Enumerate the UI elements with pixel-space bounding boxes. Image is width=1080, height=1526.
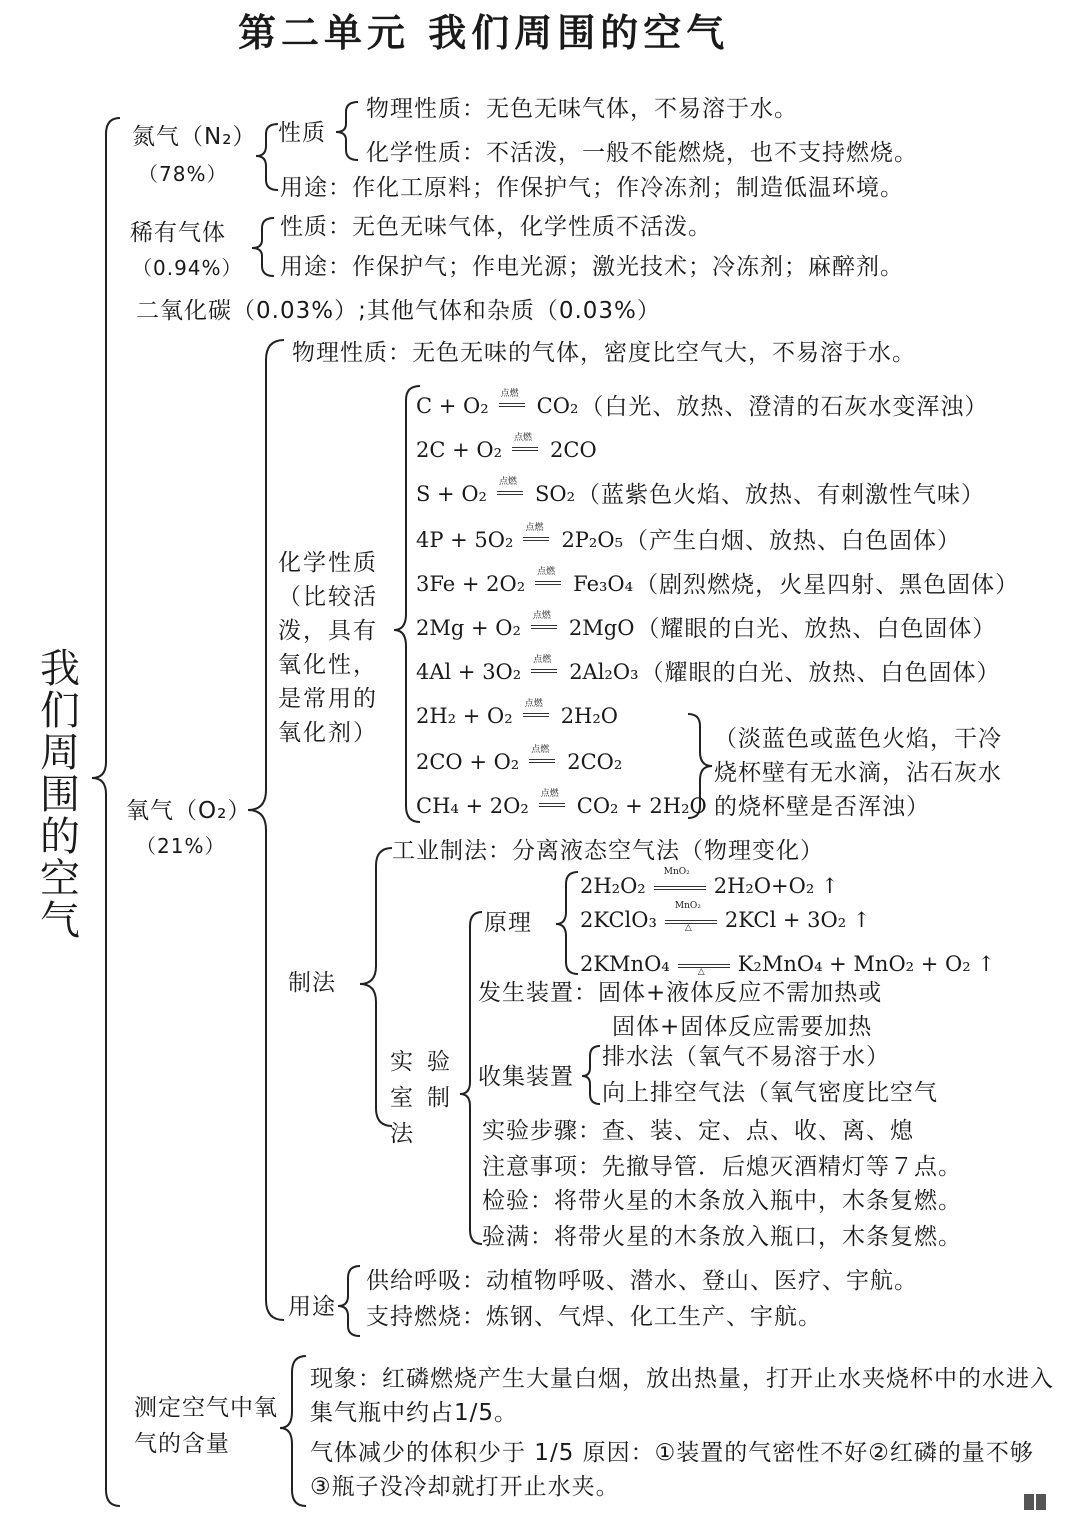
reaction-arrow <box>499 403 525 407</box>
oxygen-bracket <box>248 340 284 1320</box>
reaction-arrow <box>529 759 555 763</box>
oxygen-chem-label: 化学性质（比较活泼，具有氧化性，是常用的氧化剂） <box>278 550 378 746</box>
reaction-lhs: 2C + O₂ <box>416 438 503 462</box>
root-label: 我们周围的空气 <box>40 646 80 944</box>
reaction-arrow <box>512 447 538 451</box>
principle-label: 原理 <box>484 910 532 936</box>
co2-line: 二氧化碳（0.03%）;其他气体和杂质（0.03%） <box>136 298 661 324</box>
collect-label: 收集装置 <box>478 1064 574 1090</box>
reaction-lhs: 2H₂ + O₂ <box>416 704 513 728</box>
principle-arrow <box>665 920 717 924</box>
reaction-rhs: 2CO <box>550 438 597 462</box>
reaction-note: （蓝紫色火焰、放热、有刺激性气味） <box>577 482 985 508</box>
reaction-arrow <box>535 581 561 585</box>
collect-bracket <box>582 1046 600 1104</box>
nitrogen-bracket <box>256 124 278 190</box>
collect-air: 向上排空气法（氧气密度比空气 <box>602 1080 938 1106</box>
reaction-condition: 点燃 <box>525 523 544 533</box>
principle-catalyst: MnO₂ <box>674 901 701 911</box>
measure-label: 测定空气中氧气的含量 <box>134 1395 278 1457</box>
reaction-rhs: 2Al₂O₃ <box>569 660 639 684</box>
lab-method-label: 实验室制法 <box>390 1049 464 1147</box>
reaction-rhs: CO₂ <box>536 394 579 418</box>
principle-heat: △ <box>684 923 692 933</box>
lab-test: 检验：将带火星的木条放入瓶中，木条复燃。 <box>482 1188 962 1214</box>
uses-bracket <box>338 1266 360 1336</box>
principle-arrow <box>654 886 706 890</box>
reaction-rhs: 2P₂O₅ <box>561 528 623 552</box>
principle-arrow <box>678 964 730 968</box>
reaction-note: （产生白烟、放热、白色固体） <box>624 528 961 554</box>
principle-lhs: 2H₂O₂ <box>580 874 646 898</box>
reaction-arrow <box>523 713 549 717</box>
prep-label: 制法 <box>288 970 336 996</box>
combust-note: （淡蓝色或蓝色火焰，干冷烧杯壁有无水滴，沾石灰水的烧杯壁是否浑浊） <box>714 726 1002 820</box>
prep-bracket <box>360 848 392 1126</box>
principle-rhs: 2H₂O+O₂ ↑ <box>713 874 839 898</box>
reaction-rhs: 2H₂O <box>560 704 618 728</box>
reaction-condition: 点燃 <box>514 433 533 443</box>
rare-gas-props: 性质：无色无味气体，化学性质不活泼。 <box>280 214 712 240</box>
reaction-note: （耀眼的白光、放热、白色固体） <box>640 660 1001 686</box>
lab-notes: 注意事项：先撤导管．后熄灭酒精灯等７点。 <box>482 1154 962 1180</box>
reaction-condition: 点燃 <box>532 611 551 621</box>
nitrogen-name: 氮气（N₂） <box>132 124 257 150</box>
reaction-arrow <box>531 625 557 629</box>
nitrogen-props-bracket <box>336 102 358 160</box>
reaction-note: （耀眼的白光、放热、白色固体） <box>636 616 997 642</box>
principle-rhs: 2KCl + 3O₂ ↑ <box>724 908 871 932</box>
reaction-arrow <box>497 491 523 495</box>
rare-gas-uses: 用途：作保护气；作电光源；激光技术；冷冻剂；麻醉剂。 <box>280 254 904 280</box>
corner-icon <box>1022 1494 1058 1510</box>
principle-lhs: 2KClO₃ <box>580 908 657 932</box>
reaction-rhs: 2CO₂ <box>567 750 623 774</box>
principle-catalyst: MnO₂ <box>663 867 690 877</box>
reaction-lhs: 2CO + O₂ <box>416 750 520 774</box>
industrial-method: 工业制法：分离液态空气法（物理变化） <box>392 838 824 864</box>
principle-heat: △ <box>697 967 705 977</box>
reaction-condition: 点燃 <box>540 789 559 799</box>
rare-gas-percent: （0.94%） <box>132 256 243 280</box>
lab-steps: 实验步骤：查、装、定、点、收、离、熄 <box>482 1118 914 1144</box>
reaction-rhs: 2MgO <box>568 616 635 640</box>
reaction-condition: 点燃 <box>498 477 517 487</box>
reaction-lhs: S + O₂ <box>416 482 487 506</box>
reaction-note: （剧烈燃烧，火星四射、黑色固体） <box>635 572 1020 598</box>
root-bracket <box>92 118 120 1506</box>
lab-full: 验满：将带火星的木条放入瓶口，木条复燃。 <box>482 1224 962 1250</box>
measure-phenomenon: 现象：红磷燃烧产生大量白烟，放出热量，打开止水夹烧杯中的水进入集气瓶中约占1/5。 <box>310 1366 1054 1426</box>
reaction-condition: 点燃 <box>524 699 543 709</box>
reaction-condition: 点燃 <box>531 745 550 755</box>
reaction-lhs: CH₄ + 2O₂ <box>416 794 529 818</box>
reaction-rhs: SO₂ <box>534 482 575 506</box>
apparatus-line-2: 固体+固体反应需要加热 <box>612 1014 873 1040</box>
principle-bracket <box>556 872 578 974</box>
reaction-lhs: C + O₂ <box>416 394 489 418</box>
rare-gas-bracket <box>252 218 274 276</box>
reaction-condition: 点燃 <box>537 567 556 577</box>
reaction-arrow <box>531 669 557 673</box>
oxygen-name: 氧气（O₂） <box>126 798 252 824</box>
reaction-arrow <box>539 803 565 807</box>
nitrogen-chemical: 化学性质：不活泼，一般不能燃烧，也不支持燃烧。 <box>366 140 918 166</box>
reaction-lhs: 4P + 5O₂ <box>416 528 514 552</box>
collect-water: 排水法（氧气不易溶于水） <box>602 1044 890 1070</box>
reaction-condition: 点燃 <box>533 655 552 665</box>
reaction-rhs: CO₂ + 2H₂O <box>576 794 707 818</box>
measure-reason: 气体减少的体积少于 1/5 原因：①装置的气密性不好②红磷的量不够③瓶子没冷却就打开止水夹。 <box>310 1440 1034 1500</box>
nitrogen-uses: 用途：作化工原料；作保护气；作冷冻剂；制造低温环境。 <box>280 175 904 201</box>
reaction-lhs: 4Al + 3O₂ <box>416 660 522 684</box>
page-title: 第二单元 我们周围的空气 <box>238 11 730 55</box>
nitrogen-physical: 物理性质：无色无味气体，不易溶于水。 <box>366 96 798 122</box>
apparatus-line-1: 发生装置：固体+液体反应不需加热或 <box>478 980 883 1006</box>
oxygen-physical: 物理性质：无色无味的气体，密度比空气大，不易溶于水。 <box>292 340 916 366</box>
principle-rhs: K₂MnO₄ + MnO₂ + O₂ ↑ <box>737 952 995 976</box>
oxygen-use-1: 供给呼吸：动植物呼吸、潜水、登山、医疗、宇航。 <box>366 1268 918 1294</box>
reaction-lhs: 2Mg + O₂ <box>416 616 521 640</box>
oxygen-use-2: 支持燃烧：炼钢、气焊、化工生产、宇航。 <box>366 1304 822 1330</box>
reaction-rhs: Fe₃O₄ <box>573 572 634 596</box>
nitrogen-props-label: 性质 <box>278 120 326 146</box>
nitrogen-percent: （78%） <box>138 162 228 186</box>
oxygen-uses-label: 用途 <box>288 1294 336 1320</box>
reaction-arrow <box>523 537 549 541</box>
reaction-condition: 点燃 <box>500 389 519 399</box>
rare-gas-name: 稀有气体 <box>130 220 226 246</box>
oxygen-percent: （21%） <box>136 834 226 858</box>
reaction-note: （白光、放热、澄清的石灰水变浑浊） <box>580 394 989 420</box>
principle-lhs: 2KMnO₄ <box>580 952 670 976</box>
reaction-lhs: 3Fe + 2O₂ <box>416 572 526 596</box>
